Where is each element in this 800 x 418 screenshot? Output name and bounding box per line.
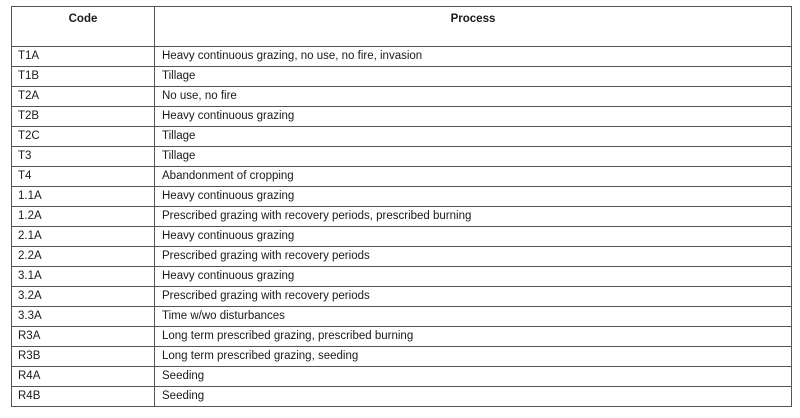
table-row [12,167,792,187]
code-cell: R3B [12,347,155,367]
code-cell: 2.1A [12,227,155,247]
table-row [12,327,792,347]
code-cell: 1.1A [12,187,155,207]
process-cell: Heavy continuous grazing [155,107,792,127]
process-cell: Heavy continuous grazing [155,267,792,287]
table-row [12,367,792,387]
code-cell: T2C [12,127,155,147]
code-cell: T1A [12,47,155,67]
table-row [12,247,792,267]
table-row [12,67,792,87]
code-cell: 3.1A [12,267,155,287]
process-cell: Tillage [155,67,792,87]
table-row [12,47,792,67]
table-row [12,207,792,227]
code-cell: T2A [12,87,155,107]
code-cell: T2B [12,107,155,127]
code-cell: R4A [12,367,155,387]
table-header-row [12,7,792,47]
code-cell: T1B [12,67,155,87]
table-row [12,127,792,147]
process-cell: No use, no fire [155,87,792,107]
table-row [12,287,792,307]
process-cell: Heavy continuous grazing [155,187,792,207]
process-cell: Time w/wo disturbances [155,307,792,327]
code-cell: R3A [12,327,155,347]
code-cell: 1.2A [12,207,155,227]
process-cell: Abandonment of cropping [155,167,792,187]
process-column-header: Process [155,7,792,47]
code-cell: T4 [12,167,155,187]
process-table-container [11,6,791,407]
table-row [12,227,792,247]
code-cell: T3 [12,147,155,167]
process-cell: Prescribed grazing with recovery periods, prescribed burning [155,207,792,227]
process-cell: Tillage [155,127,792,147]
code-cell: R4B [12,387,155,407]
process-cell: Long term prescribed grazing, prescribed burning [155,327,792,347]
code-cell: 3.2A [12,287,155,307]
process-cell: Seeding [155,387,792,407]
process-cell: Prescribed grazing with recovery periods [155,247,792,267]
table-row [12,267,792,287]
code-column-header: Code [12,7,155,47]
code-cell: 2.2A [12,247,155,267]
table-row [12,187,792,207]
process-table [11,6,792,407]
process-cell: Prescribed grazing with recovery periods [155,287,792,307]
code-cell: 3.3A [12,307,155,327]
table-row [12,107,792,127]
table-row [12,87,792,107]
process-cell: Heavy continuous grazing [155,227,792,247]
process-cell: Heavy continuous grazing, no use, no fire, invasion [155,47,792,67]
table-row [12,307,792,327]
process-cell: Tillage [155,147,792,167]
table-row [12,147,792,167]
table-body [12,47,792,407]
process-cell: Seeding [155,367,792,387]
table-row [12,347,792,367]
process-cell: Long term prescribed grazing, seeding [155,347,792,367]
table-row [12,387,792,407]
